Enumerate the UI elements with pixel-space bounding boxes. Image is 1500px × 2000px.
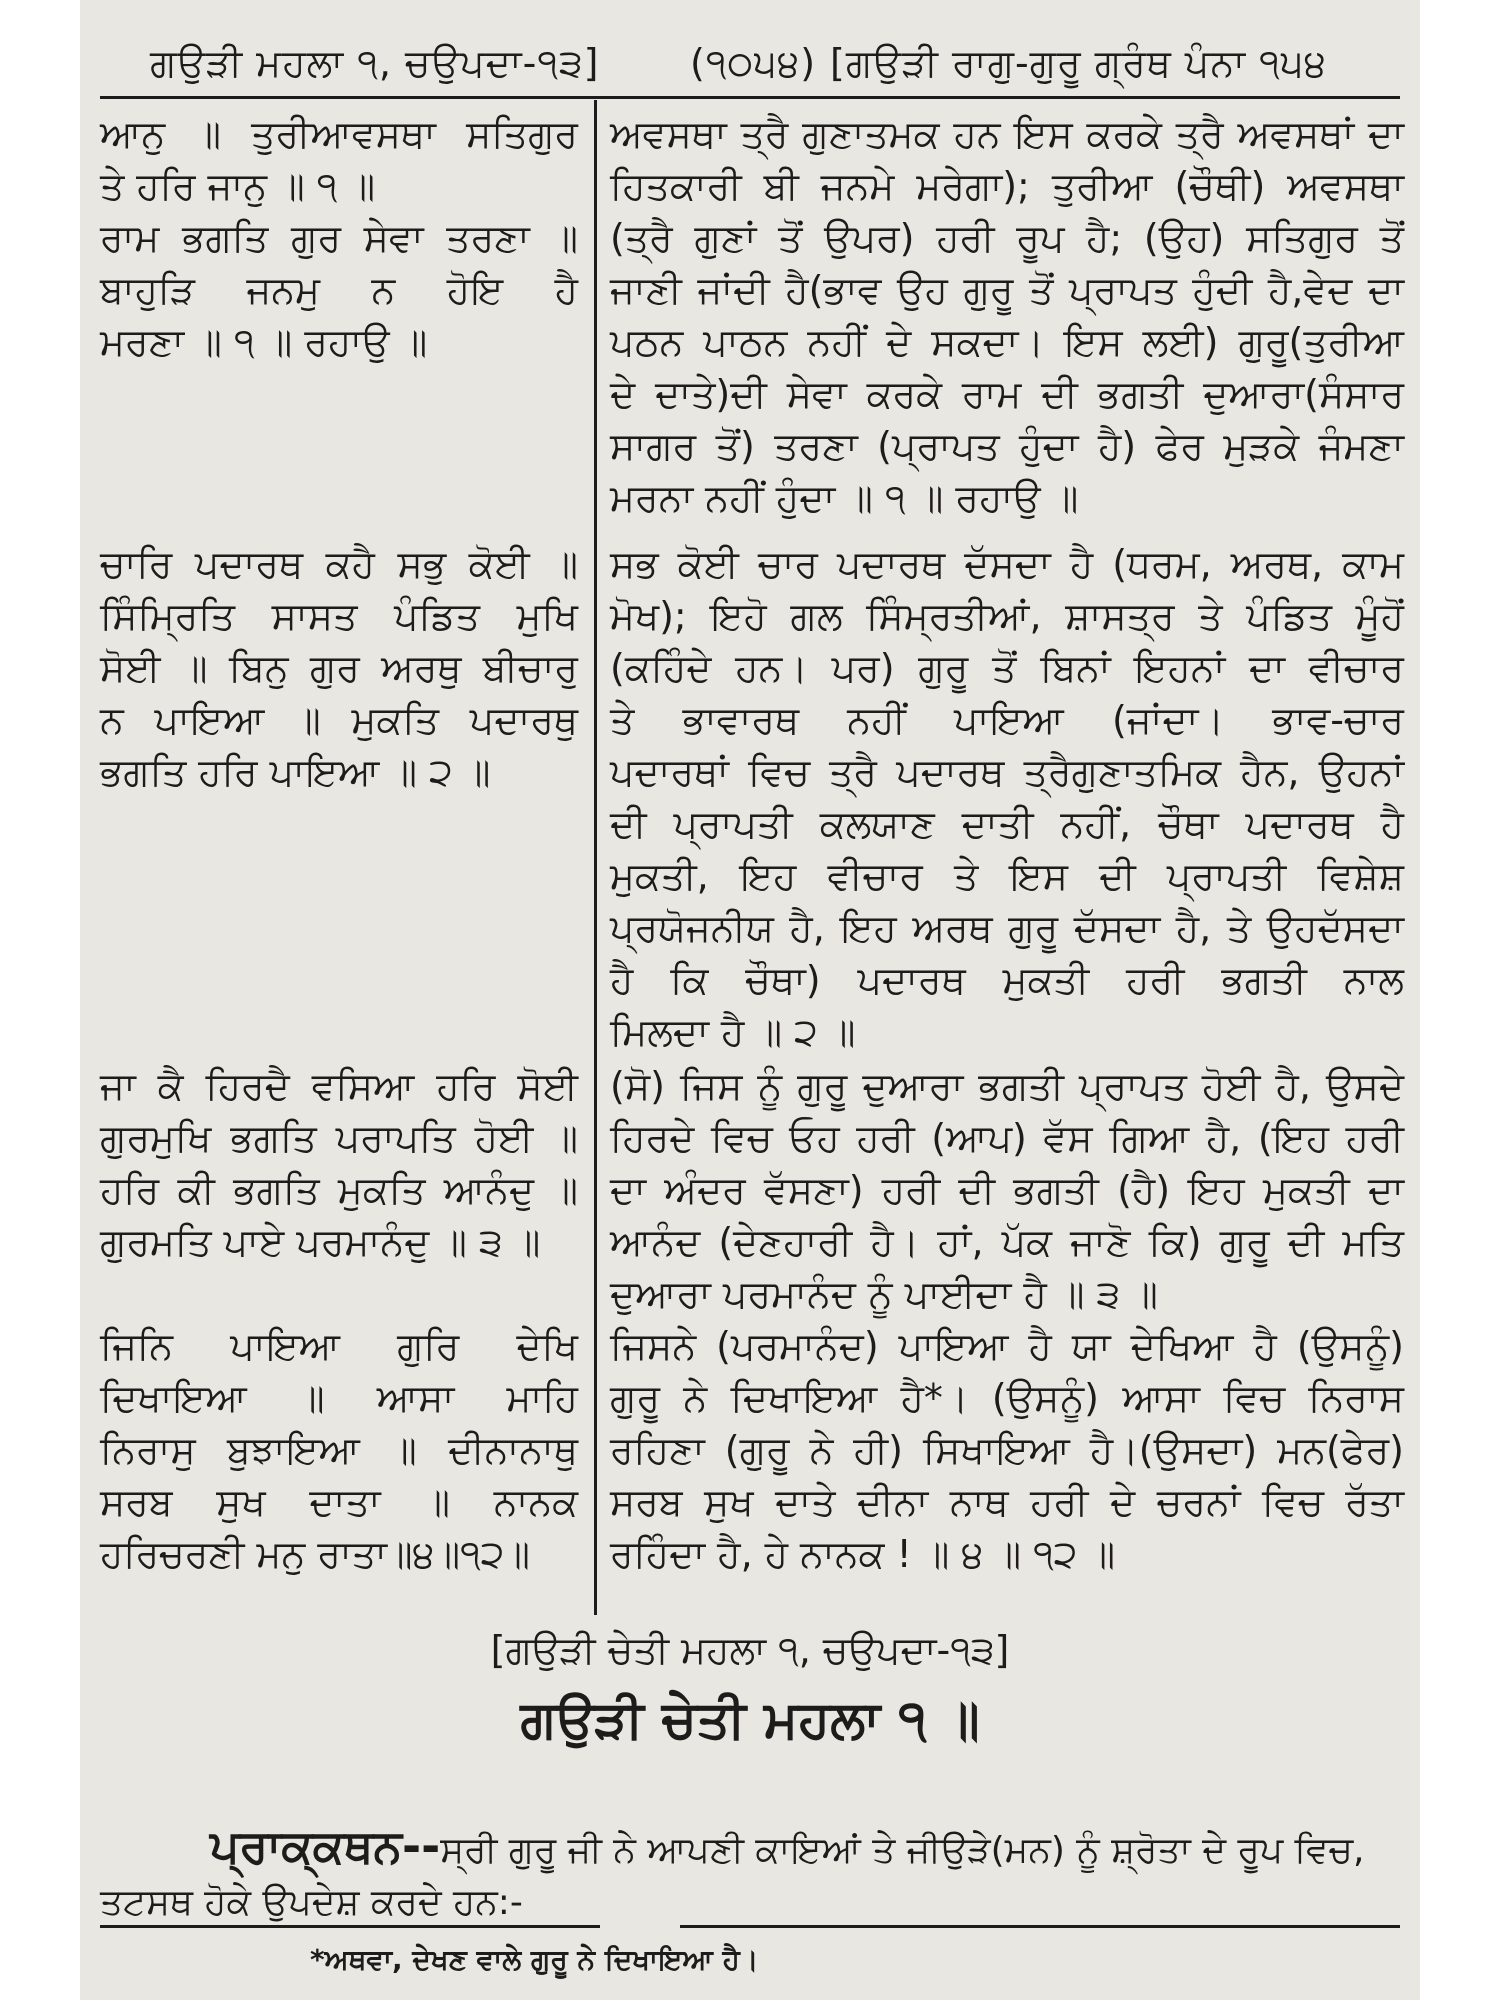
- verse-line: ਜਾ ਕੈ ਹਿਰਦੈ ਵਸਿਆ ਹਰਿ ਸੋਈ: [100, 1064, 578, 1108]
- verse-line: ਦਿਖਾਇਆ ॥ ਆਸਾ ਮਾਹਿ: [100, 1376, 578, 1420]
- verse-line: ਗੁਰਮੁਖਿ ਭਗਤਿ ਪਰਾਪਤਿ ਹੋਈ ॥: [100, 1116, 578, 1160]
- explanation-line: (ਸੋ) ਜਿਸ ਨੂੰ ਗੁਰੂ ਦੁਆਰਾ ਭਗਤੀ ਪ੍ਰਾਪਤ ਹੋਈ ਹੈ, ਉਸਦੇ: [610, 1064, 1404, 1108]
- left-verse-block-4: [100, 1320, 578, 1580]
- explanation-line: ਜਾਣੀ ਜਾਂਦੀ ਹੈ(ਭਾਵ ਉਹ ਗੁਰੂ ਤੋਂ ਪ੍ਰਾਪਤ ਹੁੰਦੀ ਹੈ,ਵੇਦ ਦਾ: [610, 268, 1404, 312]
- right-explanation-block-4: [610, 1320, 1404, 1580]
- explanation-line: ਰਹਿਣਾ (ਗੁਰੂ ਨੇ ਹੀ) ਸਿਖਾਇਆ ਹੈ।(ਉਸਦਾ) ਮਨ(ਫੇਰ): [610, 1428, 1404, 1472]
- verse-line: ਮਰਣਾ ॥ ੧ ॥ ਰਹਾਉ ॥: [100, 320, 428, 364]
- right-explanation-block-2: [610, 538, 1404, 1058]
- explanation-line: ਦੀ ਪ੍ਰਾਪਤੀ ਕਲਯਾਣ ਦਾਤੀ ਨਹੀਂ, ਚੌਥਾ ਪਦਾਰਥ ਹੈ: [610, 802, 1404, 846]
- right-explanation-block-1: [610, 108, 1404, 524]
- verse-line: ਸਿੰਮ੍ਰਿਤਿ ਸਾਸਤ ਪੰਡਿਤ ਮੁਖਿ: [100, 594, 578, 638]
- prakkathan-label: ਪ੍ਰਾਕ੍ਕਥਨ--: [210, 1819, 441, 1873]
- prakkathan-text: ਸ੍ਰੀ ਗੁਰੂ ਜੀ ਨੇ ਆਪਣੀ ਕਾਇਆਂ ਤੇ ਜੀਉੜੇ(ਮਨ) ਨੂੰ ਸ਼੍ਰੋਤਾ ਦੇ ਰੂਪ ਵਿਚ,: [440, 1830, 1365, 1871]
- verse-line: ਭਗਤਿ ਹਰਿ ਪਾਇਆ ॥ ੨ ॥: [100, 750, 491, 794]
- header-rule: [100, 96, 1400, 99]
- explanation-line: ਪਠਨ ਪਾਠਨ ਨਹੀਂ ਦੇ ਸਕਦਾ। ਇਸ ਲਈ) ਗੁਰੂ(ਤੁਰੀਆ: [610, 320, 1404, 364]
- right-explanation-block-3: [610, 1060, 1404, 1320]
- explanation-line: ਮਰਨਾ ਨਹੀਂ ਹੁੰਦਾ ॥ ੧ ॥ ਰਹਾਉ ॥: [610, 476, 1079, 520]
- verse-line: ਰਾਮ ਭਗਤਿ ਗੁਰ ਸੇਵਾ ਤਰਣਾ ॥: [100, 216, 578, 260]
- footnote-rule-left: [100, 1925, 600, 1928]
- prakkathan-text-2: ਤਟਸਥ ਹੋਕੇ ਉਪਦੇਸ਼ ਕਰਦੇ ਹਨ:-: [100, 1882, 523, 1923]
- verse-line: ਆਨੁ ॥ ਤੁਰੀਆਵਸਥਾ ਸਤਿਗੁਰ: [100, 112, 578, 156]
- left-verse-block-3: [100, 1060, 578, 1268]
- explanation-line: ਮੁਕਤੀ, ਇਹ ਵੀਚਾਰ ਤੇ ਇਸ ਦੀ ਪ੍ਰਾਪਤੀ ਵਿਸ਼ੇਸ਼: [610, 854, 1404, 898]
- explanation-line: ਮਿਲਦਾ ਹੈ ॥ ੨ ॥: [610, 1010, 856, 1054]
- explanation-line: ਸਰਬ ਸੁਖ ਦਾਤੇ ਦੀਨਾ ਨਾਥ ਹਰੀ ਦੇ ਚਰਨਾਂ ਵਿਚ ਰੱਤਾ: [610, 1480, 1404, 1524]
- explanation-line: ਦੁਆਰਾ ਪਰਮਾਨੰਦ ਨੂੰ ਪਾਈਦਾ ਹੈ ॥ ੩ ॥: [610, 1272, 1158, 1316]
- prakkathan-paragraph: [100, 1819, 1380, 1929]
- verse-line: ਹਰਿਚਰਣੀ ਮਨੁ ਰਾਤਾ॥੪॥੧੨॥: [100, 1532, 530, 1576]
- explanation-line: ਆਨੰਦ (ਦੇਣਹਾਰੀ ਹੈ। ਹਾਂ, ਪੱਕ ਜਾਣੋ ਕਿ) ਗੁਰੂ ਦੀ ਮਤਿ: [610, 1220, 1404, 1264]
- explanation-line: ਦੇ ਦਾਤੇ)ਦੀ ਸੇਵਾ ਕਰਕੇ ਰਾਮ ਦੀ ਭਗਤੀ ਦੁਆਰਾ(ਸੰਸਾਰ: [610, 372, 1404, 416]
- explanation-line: ਦਾ ਅੰਦਰ ਵੱਸਣਾ) ਹਰੀ ਦੀ ਭਗਤੀ (ਹੈ) ਇਹ ਮੁਕਤੀ ਦਾ: [610, 1168, 1404, 1212]
- section-title: ਗਉੜੀ ਚੇਤੀ ਮਹਲਾ ੧ ॥: [520, 1690, 980, 1750]
- verse-line: ਜਿਨਿ ਪਾਇਆ ਗੁਰਿ ਦੇਖਿ: [100, 1324, 578, 1368]
- explanation-line: ਅਵਸਥਾ ਤ੍ਰੈ ਗੁਣਾਤਮਕ ਹਨ ਇਸ ਕਰਕੇ ਤ੍ਰੈ ਅਵਸਥਾਂ ਦਾ: [610, 112, 1404, 156]
- left-verse-block-2: [100, 538, 578, 798]
- explanation-line: ਸਭ ਕੋਈ ਚਾਰ ਪਦਾਰਥ ਦੱਸਦਾ ਹੈ (ਧਰਮ, ਅਰਥ, ਕਾਮ: [610, 542, 1404, 586]
- verse-line: ਬਾਹੁੜਿ ਜਨਮੁ ਨ ਹੋਇ ਹੈ: [100, 268, 578, 312]
- verse-line: ਨਿਰਾਸੁ ਬੁਝਾਇਆ ॥ ਦੀਨਾਨਾਥੁ: [100, 1428, 578, 1472]
- header-left-title: ਗਉੜੀ ਮਹਲਾ ੧, ਚਉਪਦਾ-੧੩]: [150, 40, 600, 85]
- left-verse-block-1: [100, 108, 578, 368]
- explanation-line: (ਕਹਿੰਦੇ ਹਨ। ਪਰ) ਗੁਰੂ ਤੋਂ ਬਿਨਾਂ ਇਹਨਾਂ ਦਾ ਵੀਚਾਰ: [610, 646, 1404, 690]
- explanation-line: ਰਹਿੰਦਾ ਹੈ, ਹੇ ਨਾਨਕ ! ॥ ੪ ॥ ੧੨ ॥: [610, 1532, 1116, 1576]
- verse-line: ਸੋਈ ॥ ਬਿਨੁ ਗੁਰ ਅਰਥੁ ਬੀਚਾਰੁ: [100, 646, 578, 690]
- scanned-page: [80, 0, 1420, 2000]
- verse-line: ਚਾਰਿ ਪਦਾਰਥ ਕਹੈ ਸਭੁ ਕੋਈ ॥: [100, 542, 578, 586]
- explanation-line: ਪ੍ਰਯੋਜਨੀਯ ਹੈ, ਇਹ ਅਰਥ ਗੁਰੂ ਦੱਸਦਾ ਹੈ, ਤੇ ਉਹਦੱਸਦਾ: [610, 906, 1404, 950]
- explanation-line: ਜਿਸਨੇ (ਪਰਮਾਨੰਦ) ਪਾਇਆ ਹੈ ਯਾ ਦੇਖਿਆ ਹੈ (ਉਸਨੂੰ): [610, 1324, 1404, 1368]
- verse-line: ਤੇ ਹਰਿ ਜਾਨੁ ॥ ੧ ॥: [100, 164, 376, 208]
- explanation-line: (ਤ੍ਰੈ ਗੁਣਾਂ ਤੋਂ ਉਪਰ) ਹਰੀ ਰੂਪ ਹੈ; (ਉਹ) ਸਤਿਗੁਰ ਤੋਂ: [610, 216, 1404, 260]
- footnote: *ਅਥਵਾ, ਦੇਖਣ ਵਾਲੇ ਗੁਰੂ ਨੇ ਦਿਖਾਇਆ ਹੈ।: [310, 1943, 759, 1976]
- explanation-line: ਪਦਾਰਥਾਂ ਵਿਚ ਤ੍ਰੈ ਪਦਾਰਥ ਤ੍ਰੈਗੁਣਾਤਮਿਕ ਹੈਨ, ਉਹਨਾਂ: [610, 750, 1404, 794]
- explanation-line: ਹਿਰਦੇ ਵਿਚ ਓਹ ਹਰੀ (ਆਪ) ਵੱਸ ਗਿਆ ਹੈ, (ਇਹ ਹਰੀ: [610, 1116, 1404, 1160]
- explanation-line: ਤੇ ਭਾਵਾਰਥ ਨਹੀਂ ਪਾਇਆ (ਜਾਂਦਾ। ਭਾਵ-ਚਾਰ: [610, 698, 1404, 742]
- column-divider: [594, 100, 597, 1615]
- page-number: (੧੦੫੪): [690, 40, 817, 85]
- verse-line: ਹਰਿ ਕੀ ਭਗਤਿ ਮੁਕਤਿ ਆਨੰਦੁ ॥: [100, 1168, 578, 1212]
- verse-line: ਸਰਬ ਸੁਖ ਦਾਤਾ ॥ ਨਾਨਕ: [100, 1480, 578, 1524]
- verse-line: ਗੁਰਮਤਿ ਪਾਏ ਪਰਮਾਨੰਦੁ ॥ ੩ ॥: [100, 1220, 541, 1264]
- running-header: [150, 28, 1380, 98]
- footnote-rule-right: [680, 1925, 1400, 1928]
- section-subheading: [ਗਉੜੀ ਚੇਤੀ ਮਹਲਾ ੧, ਚਉਪਦਾ-੧੩]: [490, 1628, 1010, 1672]
- explanation-line: ਹੈ ਕਿ ਚੌਥਾ) ਪਦਾਰਥ ਮੁਕਤੀ ਹਰੀ ਭਗਤੀ ਨਾਲ: [610, 958, 1404, 1002]
- explanation-line: ਸਾਗਰ ਤੋਂ) ਤਰਣਾ (ਪ੍ਰਾਪਤ ਹੁੰਦਾ ਹੈ) ਫੇਰ ਮੁੜਕੇ ਜੰਮਣਾ: [610, 424, 1404, 468]
- explanation-line: ਮੋਖ); ਇਹੋ ਗਲ ਸਿੰਮ੍ਰਤੀਆਂ, ਸ਼ਾਸਤ੍ਰ ਤੇ ਪੰਡਿਤ ਮੂੰਹੋਂ: [610, 594, 1404, 638]
- verse-line: ਨ ਪਾਇਆ ॥ ਮੁਕਤਿ ਪਦਾਰਥੁ: [100, 698, 578, 742]
- header-right-title: [ਗਉੜੀ ਰਾਗੁ-ਗੁਰੂ ਗ੍ਰੰਥ ਪੰਨਾ ੧੫੪: [830, 40, 1328, 85]
- explanation-line: ਗੁਰੂ ਨੇ ਦਿਖਾਇਆ ਹੈ*। (ਉਸਨੂੰ) ਆਸਾ ਵਿਚ ਨਿਰਾਸ: [610, 1376, 1404, 1420]
- explanation-line: ਹਿਤਕਾਰੀ ਬੀ ਜਨਮੇ ਮਰੇਗਾ); ਤੁਰੀਆ (ਚੌਥੀ) ਅਵਸਥਾ: [610, 164, 1404, 208]
